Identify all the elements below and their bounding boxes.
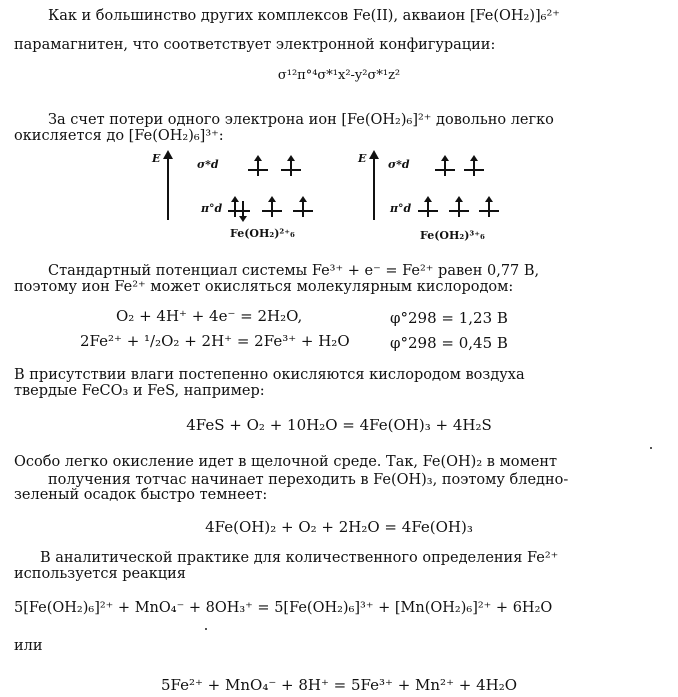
scan-speck	[650, 447, 652, 449]
scan-speck	[205, 628, 207, 630]
equation-2: 2Fe²⁺ + ¹/₂O₂ + 2H⁺ = 2Fe³⁺ + H₂O	[80, 332, 350, 350]
energy-arrow	[167, 158, 169, 220]
paragraph-6-line-1: В аналитической практике для количественного определения Fe²⁺	[40, 550, 559, 566]
paragraph-5-line-2: получения тотчас начинает переходить в Fe(OH)₃, поэтому бледно-	[48, 472, 569, 488]
paragraph-2-line-1: За счет потери одного электрона ион [Fe(OH₂)₆]²⁺ довольно легко	[48, 112, 554, 128]
sigma-star-label: σ*d	[388, 158, 410, 171]
spin-up	[290, 160, 292, 176]
paragraph-4-line-2: твердые FeCO₃ и FeS, например:	[14, 383, 265, 399]
or-connector: или	[14, 638, 43, 654]
paragraph-5-line-1: Особо легко окисление идет в щелочной среде. Так, Fe(OH)₂ в момент	[14, 454, 558, 470]
equation-1-potential: φ°298 = 1,23 В	[390, 309, 508, 327]
energy-axis-label: E	[152, 152, 161, 165]
pi-label: π°d	[390, 202, 412, 215]
energy-arrow	[373, 158, 375, 220]
equation-1: O₂ + 4H⁺ + 4e⁻ = 2H₂O,	[116, 307, 303, 325]
right-caption: Fe(OH₂)³⁺₆	[420, 229, 485, 242]
equation-4: 4Fe(OH)₂ + O₂ + 2H₂O = 4Fe(OH)₃	[205, 518, 473, 536]
spin-up	[302, 201, 304, 217]
spin-up	[257, 160, 259, 176]
paragraph-4-line-1: В присутствии влаги постепенно окисляются кислородом воздуха	[14, 367, 525, 383]
equation-2-potential: φ°298 = 0,45 В	[390, 334, 508, 352]
equation-6: 5Fe²⁺ + MnO₄⁻ + 8H⁺ = 5Fe³⁺ + Mn²⁺ + 4H₂O	[160, 676, 518, 694]
paragraph-5-line-3: зеленый осадок быстро темнеет:	[14, 487, 268, 503]
paragraph-3-line-2: поэтому ион Fe²⁺ может окисляться молекулярным кислородом:	[14, 279, 514, 295]
sigma-star-label: σ*d	[197, 158, 219, 171]
spin-up	[488, 201, 490, 217]
spin-up	[427, 201, 429, 217]
equation-5: 5[Fe(OH₂)₆]²⁺ + MnO₄⁻ + 8OH₃⁺ = 5[Fe(OH₂)₆]³⁺ + [Mn(OH₂)₆]²⁺ + 6H₂O	[14, 600, 553, 616]
spin-down	[242, 201, 244, 217]
spin-up	[271, 201, 273, 217]
electron-configuration: σ¹²π°⁴σ*¹x²-y²σ*¹z²	[277, 68, 401, 83]
paragraph-1-line-1: Как и большинство других комплексов Fe(II), акваион [Fe(OH₂)]₆²⁺	[48, 8, 560, 24]
paragraph-2-line-2: окисляется до [Fe(OH₂)₆]³⁺:	[14, 128, 224, 144]
pi-label: π°d	[201, 202, 223, 215]
left-caption: Fe(OH₂)²⁺₆	[230, 227, 295, 240]
energy-axis-label: E	[358, 152, 367, 165]
pi-level-1	[228, 210, 250, 212]
spin-up	[444, 160, 446, 176]
equation-3: 4FeS + O₂ + 10H₂O = 4Fe(OH)₃ + 4H₂S	[186, 416, 492, 434]
paragraph-6-line-2: используется реакция	[14, 566, 186, 582]
paragraph-1-line-2: парамагнитен, что соответствует электронной конфигурации:	[14, 37, 496, 53]
spin-up	[458, 201, 460, 217]
spin-up	[234, 201, 236, 217]
spin-up	[473, 160, 475, 176]
paragraph-3-line-1: Стандартный потенциал системы Fe³⁺ + e⁻ = Fe²⁺ равен 0,77 В,	[48, 263, 540, 279]
